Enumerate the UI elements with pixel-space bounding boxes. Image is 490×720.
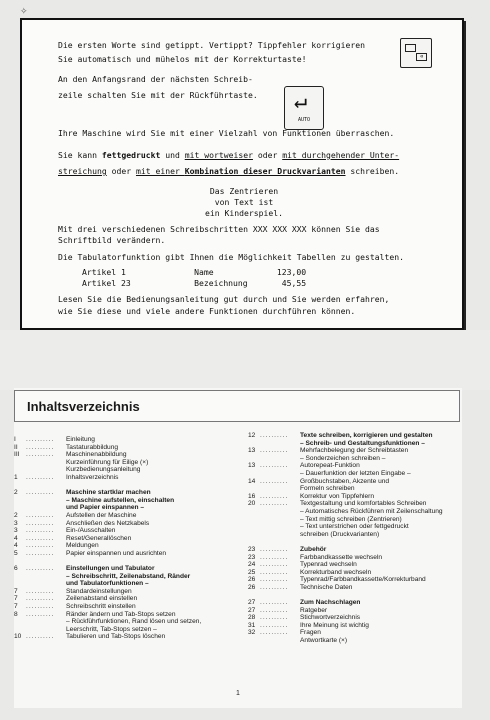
toc-leader: .......... [26, 565, 55, 573]
toc-entry: Schreibschritt einstellen [66, 603, 136, 611]
toc-page-number: 27 [248, 599, 256, 607]
typewriter-sample-panel [20, 18, 464, 330]
toc-row [14, 489, 246, 497]
page-gap [0, 330, 490, 390]
toc-page-number: 13 [248, 447, 256, 455]
toc-leader: .......... [26, 527, 55, 535]
toc-page-number: 6 [14, 565, 18, 573]
typed-line: Mit drei verschiedenen Schreibschritten XXX XXX XXX können Sie das [58, 224, 380, 234]
toc-row [14, 451, 246, 459]
toc-row [248, 561, 464, 569]
toc-row [14, 580, 246, 588]
toc-page-number: 7 [14, 603, 18, 611]
toc-entry: – Schreibschritt, Zeilenabstand, Ränder [66, 572, 191, 580]
toc-leader: .......... [260, 432, 289, 439]
centered-line: Das Zentrieren [209, 186, 279, 196]
toc-row [14, 558, 246, 566]
toc-row [14, 527, 246, 535]
toc-leader: .......... [26, 633, 55, 641]
toc-row [14, 565, 246, 573]
toc-page-number: 20 [248, 500, 256, 508]
toc-row [248, 455, 464, 463]
toc-leader: .......... [26, 610, 55, 618]
toc-row [14, 504, 246, 512]
toc-entry: – Schreib- und Gestaltungsfunktionen – [300, 439, 425, 447]
toc-entry: Tastaturabbildung [66, 443, 119, 451]
toc-entry: Papier einspannen und ausrichten [66, 549, 167, 557]
toc-leader: .......... [260, 462, 289, 470]
toc-entry: Stichwortverzeichnis [300, 614, 361, 622]
toc-page-number: 5 [14, 549, 18, 557]
toc-leader: .......... [26, 534, 55, 542]
toc-row [14, 618, 246, 626]
toc-leader: .......... [260, 599, 289, 607]
toc-page-number: 25 [248, 568, 256, 576]
toc-row [248, 629, 464, 637]
page-number: 1 [236, 690, 240, 697]
toc-row [14, 444, 246, 452]
return-key-icon: ↵ AUTO [284, 86, 324, 130]
toc-leader: .......... [260, 614, 289, 622]
toc-entry: Aufstellen der Maschine [66, 511, 137, 519]
toc-leader: .......... [260, 568, 289, 576]
toc-row [14, 611, 246, 619]
toc-entry: Anschließen des Netzkabels [66, 519, 150, 527]
toc-row [14, 588, 246, 596]
toc-entry: Typenrad/Farbbandkassette/Korrekturband [300, 576, 426, 584]
toc-row [248, 440, 464, 448]
toc-entry: Einstellungen und Tabulator [66, 565, 155, 573]
toc-leader: .......... [26, 519, 55, 527]
toc-row [14, 474, 246, 482]
toc-page-number: 12 [248, 432, 256, 439]
toc-page-number: 7 [14, 595, 18, 603]
toc-row [14, 542, 246, 550]
toc-leader: .......... [260, 492, 289, 500]
toc-leader: .......... [26, 549, 55, 557]
toc-row [14, 573, 246, 581]
toc-entry: Zum Nachschlagen [300, 599, 361, 607]
toc-leader: .......... [26, 473, 55, 481]
toc-leader: .......... [26, 587, 55, 595]
toc-row [248, 462, 464, 470]
toc-page-number: 32 [248, 629, 256, 637]
toc-leader: .......... [260, 576, 289, 584]
toc-row [248, 622, 464, 630]
centered-line: von Text ist [214, 197, 274, 207]
toc-row [248, 591, 464, 599]
toc-page-number: 16 [248, 492, 256, 500]
toc-entry: – Rückführfunktionen, Rand lösen und setzen, [66, 618, 202, 626]
toc-entry: Technische Daten [300, 583, 353, 591]
toc-row [248, 546, 464, 554]
toc-row [248, 614, 464, 622]
typed-line: Die Tabulatorfunktion gibt Ihnen die Möglichkeit Tabellen zu gestalten. [58, 252, 404, 262]
toc-title: Inhaltsverzeichnis [27, 399, 140, 414]
toc-page-number: 7 [14, 587, 18, 595]
toc-leader: .......... [26, 603, 55, 611]
toc-entry: Reset/Generallöschen [66, 534, 132, 542]
toc-row [248, 607, 464, 615]
typed-line: zeile schalten Sie mit der Rückführtaste. [58, 90, 258, 100]
toc-entry: Ihre Meinung ist wichtig [300, 621, 369, 629]
toc-row [248, 637, 464, 645]
toc-entry: Antwortkarte (×) [300, 637, 348, 645]
typed-line: Schriftbild verändern. [58, 235, 166, 245]
toc-entry: Typenrad wechseln [300, 561, 357, 569]
toc-row [248, 493, 464, 501]
toc-entry: Standardeinstellungen [66, 587, 132, 595]
toc-page-number: 8 [14, 610, 18, 618]
toc-row [14, 633, 246, 641]
toc-leader: .......... [26, 595, 55, 603]
typed-line: Sie automatisch und mühelos mit der Korrekturtaste! [58, 54, 307, 64]
toc-entry: schreiben (Druckvarianten) [300, 530, 380, 538]
toc-leader: .......... [26, 436, 55, 443]
toc-leader: .......... [260, 477, 289, 485]
toc-row [248, 432, 464, 440]
toc-page-number: 23 [248, 545, 256, 553]
toc-row [14, 497, 246, 505]
toc-page-number: I [14, 436, 16, 443]
toc-leader: .......... [260, 500, 289, 508]
toc-row [248, 516, 464, 524]
toc-entry: Mehrfachbelegung der Schreibtasten [300, 447, 409, 455]
toc-entry: Großbuchstaben, Akzente und [300, 477, 390, 485]
toc-page-number: 27 [248, 606, 256, 614]
toc-page-number: 26 [248, 583, 256, 591]
toc-row [14, 482, 246, 490]
toc-row [14, 550, 246, 558]
toc-leader: .......... [260, 621, 289, 629]
toc-entry: Kurzeinführung für Eilige (×) [66, 458, 149, 466]
typed-line: Die ersten Worte sind getippt. Vertippt? Tippfehler korrigieren [58, 40, 365, 50]
toc-entry: – Automatisches Rückführen mit Zeilenschaltung [300, 507, 443, 515]
toc-leader: .......... [26, 511, 55, 519]
toc-page-number: 3 [14, 527, 18, 535]
toc-page-number: 23 [248, 553, 256, 561]
toc-left-column [14, 436, 246, 641]
toc-leader: .......... [26, 451, 55, 459]
toc-page-number: 24 [248, 561, 256, 569]
toc-row [248, 508, 464, 516]
toc-page-number: 10 [14, 633, 22, 641]
toc-entry: Farbbandkassette wechseln [300, 553, 383, 561]
toc-row [248, 447, 464, 455]
toc-page-number: II [14, 443, 18, 451]
toc-entry: – Sonderzeichen schreiben – [300, 454, 386, 462]
typed-line: Lesen Sie die Bedienungsanleitung gut durch und Sie werden erfahren, [58, 294, 390, 304]
toc-entry: Maschinenabbildung [66, 451, 127, 459]
toc-right-column [248, 432, 464, 645]
toc-entry: Inhaltsverzeichnis [66, 473, 119, 481]
toc-entry: – Dauerfunktion der letzten Eingabe – [300, 469, 411, 477]
toc-row [14, 512, 246, 520]
tab-table-row: Artikel 1 Name 123,00 [82, 267, 307, 277]
toc-page-number: 3 [14, 519, 18, 527]
toc-page-number: 26 [248, 576, 256, 584]
toc-leader: .......... [26, 443, 55, 451]
toc-row [248, 599, 464, 607]
toc-entry: Zeilenabstand einstellen [66, 595, 138, 603]
toc-entry: Maschine startklar machen [66, 489, 151, 497]
toc-row [248, 485, 464, 493]
toc-row [248, 523, 464, 531]
typed-line: wie Sie diese und viele andere Funktionen durchführen können. [58, 306, 356, 316]
toc-leader: .......... [260, 629, 289, 637]
toc-leader: .......... [260, 561, 289, 569]
toc-row [14, 535, 246, 543]
toc-entry: und Tabulatorfunktionen – [66, 580, 149, 588]
centered-line: ein Kinderspiel. [205, 208, 283, 218]
typed-line: An den Anfangsrand der nächsten Schreib- [58, 74, 253, 84]
toc-entry: Formeln schreiben [300, 485, 355, 493]
toc-entry: Kurzbedienungsanleitung [66, 466, 141, 474]
toc-entry: Autorepeat-Funktion [300, 462, 360, 470]
toc-entry: Korrektur von Tippfehlern [300, 492, 375, 500]
toc-page-number: 4 [14, 542, 18, 550]
typed-line: Ihre Maschine wird Sie mit einer Vielzahl von Funktionen überraschen. [58, 128, 395, 138]
typed-line-formatting: Sie kann fettgedruckt und mit wortweiser oder mit durchgehender Unter- [58, 150, 400, 160]
toc-page-number: 2 [14, 489, 18, 497]
correction-key-icon: ⌫ [400, 38, 432, 68]
toc-page-number: 2 [14, 511, 18, 519]
toc-row [248, 569, 464, 577]
toc-row [248, 554, 464, 562]
toc-entry: Ratgeber [300, 606, 328, 614]
toc-entry: – Text unterstrichen oder fettgedruckt [300, 523, 409, 531]
toc-page-number: 13 [248, 462, 256, 470]
toc-row [248, 584, 464, 592]
toc-entry: und Papier einspannen – [66, 504, 145, 512]
toc-row [248, 478, 464, 486]
toc-row [14, 466, 246, 474]
toc-entry: Ein-/Ausschalten [66, 527, 116, 535]
toc-leader: .......... [260, 583, 289, 591]
toc-row [14, 459, 246, 467]
toc-leader: .......... [26, 489, 55, 497]
toc-row [14, 603, 246, 611]
toc-entry: Leerschritt, Tab-Stops setzen – [66, 625, 157, 633]
toc-page-number: 28 [248, 614, 256, 622]
toc-row [14, 520, 246, 528]
toc-row [248, 531, 464, 539]
toc-entry: Tabulieren und Tab-Stops löschen [66, 633, 166, 641]
toc-entry: Zubehör [300, 545, 327, 553]
corner-mark: ✧ [20, 6, 28, 16]
toc-leader: .......... [26, 542, 55, 550]
typed-line-formatting: streichung oder mit einer Kombination dieser Druckvarianten schreiben. [58, 166, 400, 176]
toc-entry: Texte schreiben, korrigieren und gestalten [300, 432, 433, 439]
toc-page-number: III [14, 451, 20, 459]
toc-leader: .......... [260, 606, 289, 614]
toc-page-number: 31 [248, 621, 256, 629]
toc-entry: Meldungen [66, 542, 99, 550]
toc-page-number: 14 [248, 477, 256, 485]
toc-row [14, 595, 246, 603]
toc-leader: .......... [260, 545, 289, 553]
toc-entry: – Maschine aufstellen, einschalten [66, 496, 175, 504]
toc-row [248, 500, 464, 508]
toc-entry: – Text mittig schreiben (Zentrieren) [300, 515, 402, 523]
toc-title-box [14, 390, 460, 422]
toc-entry: Fragen [300, 629, 321, 637]
toc-entry: Ränder ändern und Tab-Stops setzen [66, 610, 176, 618]
toc-row [248, 576, 464, 584]
toc-entry: Textgestaltung und komfortables Schreiben [300, 500, 427, 508]
toc-page-number: 4 [14, 534, 18, 542]
toc-row [14, 626, 246, 634]
toc-row [14, 436, 246, 444]
toc-leader: .......... [260, 447, 289, 455]
toc-entry: Einleitung [66, 436, 95, 443]
toc-row [248, 470, 464, 478]
toc-leader: .......... [260, 553, 289, 561]
toc-page-number: 1 [14, 473, 18, 481]
toc-entry: Korrekturband wechseln [300, 568, 372, 576]
toc-row [248, 538, 464, 546]
tab-table-row: Artikel 23 Bezeichnung 45,55 [82, 278, 307, 288]
